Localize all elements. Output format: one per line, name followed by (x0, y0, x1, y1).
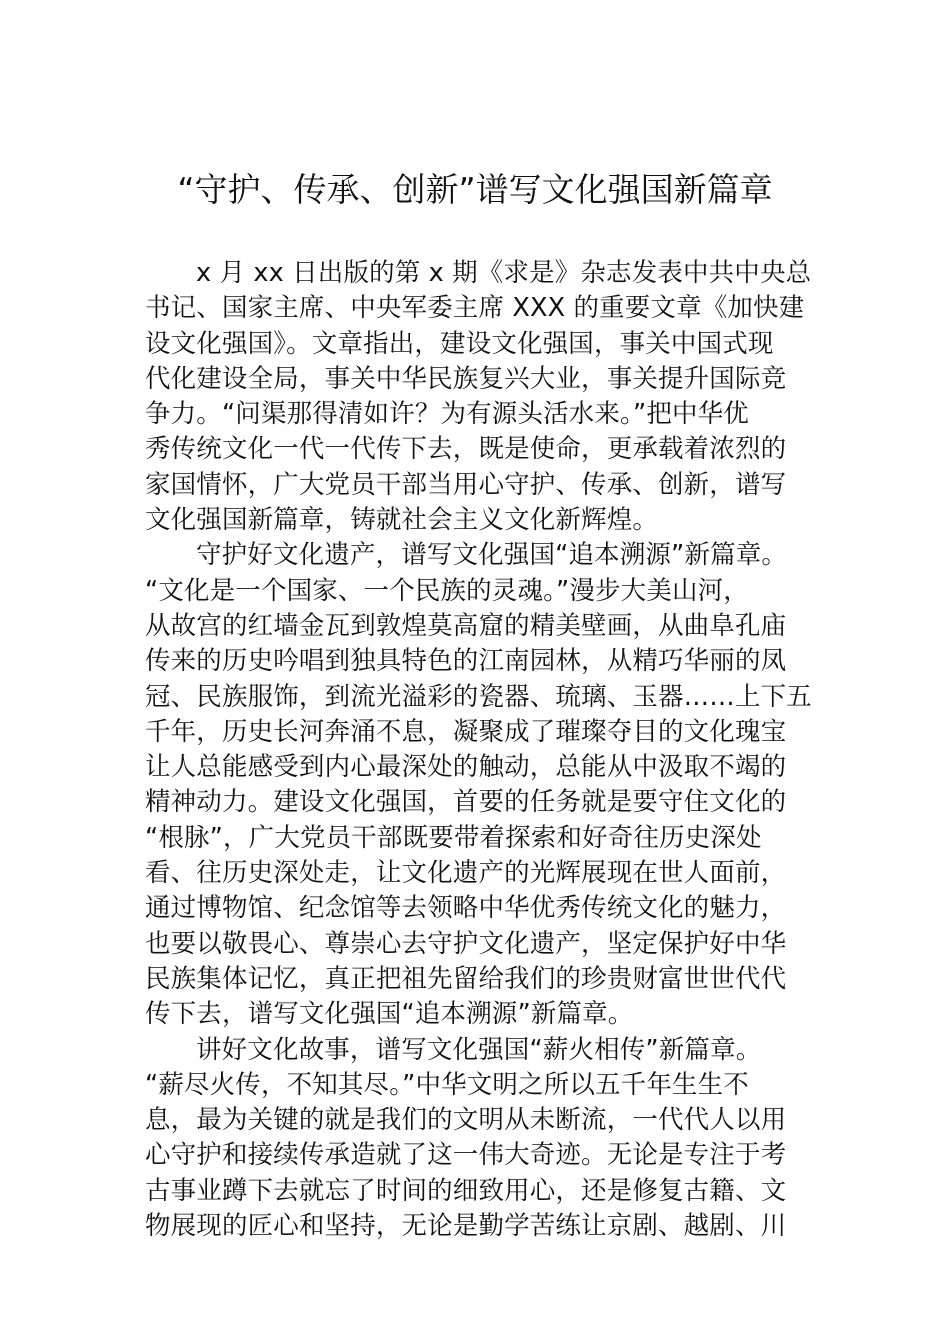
paragraph-line: 精神动力。建设文化强国，首要的任务就是要守住文化的 (145, 787, 787, 818)
document-body (145, 256, 810, 1244)
paragraph-line: 书记、国家主席、中央军委主席 XXX 的重要文章《加快建 (145, 293, 805, 324)
paragraph-line: 息，最为关键的就是我们的文明从未断流，一代代人以用 (145, 1105, 787, 1136)
paragraph-line: 传下去，谱写文化强国“追本溯源”新篇章。 (145, 999, 634, 1030)
paragraph-line: 从故宫的红墙金瓦到敦煌莫高窟的精美壁画，从曲阜孔庙 (145, 610, 787, 641)
paragraph-line: “文化是一个国家、一个民族的灵魂。”漫步大美山河， (145, 575, 749, 606)
paragraph-line: “根脉”，广大党员干部既要带着探索和好奇往历史深处 (145, 822, 762, 853)
paragraph-line: 守护好文化遗产，谱写文化强国“追本溯源”新篇章。 (196, 540, 788, 571)
paragraph-line: 讲好文化故事，谱写文化强国“薪火相传”新篇章。 (196, 1034, 762, 1065)
paragraph-line: 争力。“问渠那得清如许？为有源头活水来。”把中华优 (145, 399, 749, 430)
paragraph-line: 秀传统文化一代一代传下去，既是使命，更承载着浓烈的 (145, 434, 787, 465)
paragraph-line: 通过博物馆、纪念馆等去领略中华优秀传统文化的魅力， (145, 893, 787, 924)
paragraph-line: x 月 xx 日出版的第 x 期《求是》杂志发表中共中央总 (196, 258, 812, 288)
paragraph-line: 民族集体记忆，真正把祖先留给我们的珍贵财富世世代代 (145, 963, 787, 994)
paragraph-line: 传来的历史吟唱到独具特色的江南园林，从精巧华丽的凤 (145, 646, 787, 677)
paragraph-line: 家国情怀，广大党员干部当用心守护、传承、创新，谱写 (145, 469, 787, 500)
paragraph-line: 物展现的匠心和坚持，无论是勤学苦练让京剧、越剧、川 (145, 1211, 787, 1242)
paragraph-line: 千年，历史长河奔涌不息，凝聚成了璀璨夺目的文化瑰宝 (145, 716, 787, 747)
paragraph-line: “薪尽火传，不知其尽。”中华文明之所以五千年生生不 (145, 1069, 749, 1100)
paragraph-line: 设文化强国》。文章指出，建设文化强国，事关中国式现 (145, 328, 774, 359)
paragraph-line: 看、往历史深处走，让文化遗产的光辉展现在世人面前， (145, 858, 787, 889)
paragraph-line: 文化强国新篇章，铸就社会主义文化新辉煌。 (145, 505, 659, 536)
paragraph-line: 古事业蹲下去就忘了时间的细致用心，还是修复古籍、文 (145, 1175, 787, 1206)
paragraph-line: 让人总能感受到内心最深处的触动，总能从中汲取不竭的 (145, 752, 787, 783)
document-title: “守护、传承、创新”谱写文化强国新篇章 (177, 170, 773, 209)
paragraph-line: 心守护和接续传承造就了这一伟大奇迹。无论是专注于考 (145, 1140, 787, 1171)
paragraph-line: 也要以敬畏心、尊崇心去守护文化遗产，坚定保护好中华 (145, 928, 787, 959)
paragraph-line: 代化建设全局，事关中华民族复兴大业，事关提升国际竞 (145, 363, 787, 394)
paragraph-line: 冠、民族服饰，到流光溢彩的瓷器、琉璃、玉器……上下五 (145, 681, 812, 712)
